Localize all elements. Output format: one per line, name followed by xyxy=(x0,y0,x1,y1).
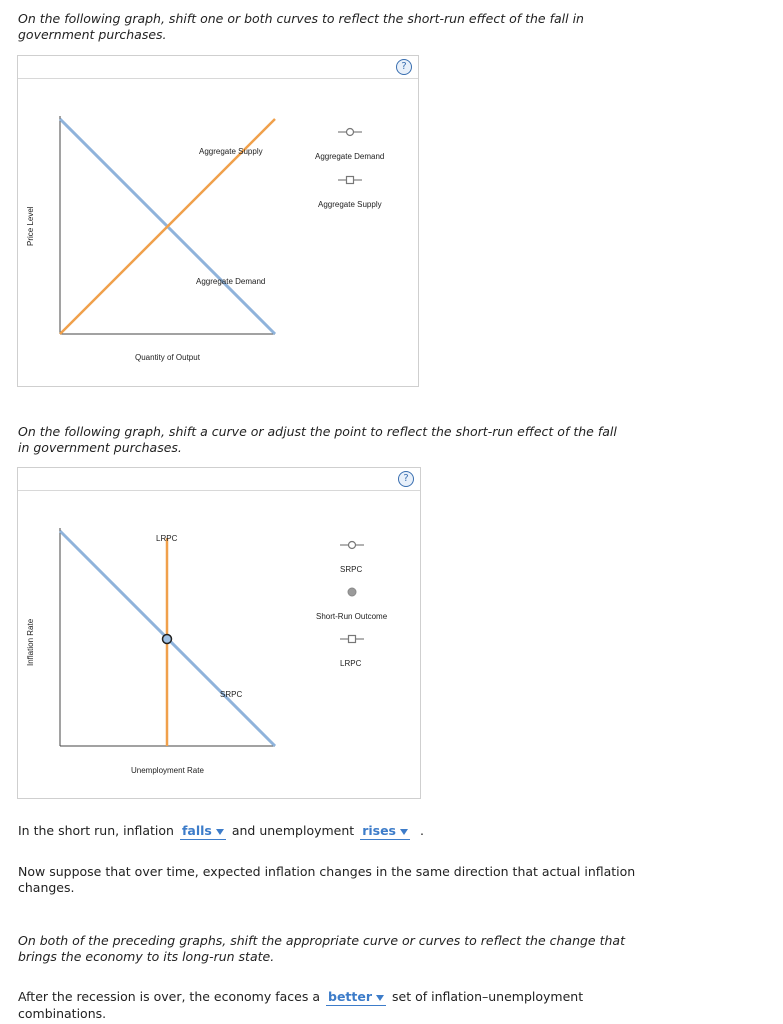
ad-as-graph[interactable] xyxy=(18,56,418,386)
chevron-down-icon xyxy=(400,829,408,835)
answer2-suffix: set of inflation–unemployment combinations. xyxy=(18,989,584,1021)
legend-demand-tool[interactable] xyxy=(338,129,362,136)
answer2-prefix: After the recession is over, the economy faces a xyxy=(18,989,321,1004)
legend-srpc-tool[interactable] xyxy=(340,542,364,549)
legend-outcome-label: Short-Run Outcome xyxy=(316,612,388,621)
y-axis-label: Price Level xyxy=(26,206,35,246)
srpc-label: SRPC xyxy=(220,690,243,699)
chevron-down-icon xyxy=(216,829,224,835)
unemployment-dropdown[interactable] xyxy=(360,823,410,840)
expected-inflation-text: Now suppose that over time, expected inflation changes in the same direction that actual inflation changes. xyxy=(18,864,636,895)
legend-srpc-label: SRPC xyxy=(340,565,363,574)
answer1-middle: and unemployment xyxy=(231,823,355,838)
q1-instruction: On the following graph, shift one or both curves to reflect the short-run effect of the fall in government purchases. xyxy=(18,11,584,42)
legend-outcome-tool[interactable] xyxy=(348,588,356,596)
chevron-down-icon xyxy=(376,995,384,1001)
x-axis-label-2: Unemployment Rate xyxy=(131,766,204,775)
answer1-prefix: In the short run, inflation xyxy=(18,823,174,838)
help-icon[interactable]: ? xyxy=(396,59,412,75)
aggregate-demand-label: Aggregate Demand xyxy=(196,277,266,286)
answer1-suffix: . xyxy=(419,823,424,838)
short-run-answer xyxy=(18,823,718,840)
combinations-dropdown[interactable] xyxy=(326,989,386,1006)
y-axis-label-2: Inflation Rate xyxy=(26,618,35,666)
help-icon-2[interactable]: ? xyxy=(398,471,414,487)
ad-as-graph-panel xyxy=(17,55,419,387)
q2-instruction: On the following graph, shift a curve or adjust the point to reflect the short-run effect of the fall in government purchases. xyxy=(18,424,617,455)
legend-lrpc-label: LRPC xyxy=(340,659,362,668)
aggregate-supply-label: Aggregate Supply xyxy=(199,147,263,156)
legend-supply-label: Aggregate Supply xyxy=(318,200,382,209)
q3-instruction: On both of the preceding graphs, shift the appropriate curve or curves to reflect the change that brings the economy to its long-run state. xyxy=(18,933,625,964)
long-run-answer xyxy=(18,989,618,1022)
combinations-dropdown-value: better xyxy=(328,989,373,1004)
x-axis-label: Quantity of Output xyxy=(135,353,200,362)
lrpc-label: LRPC xyxy=(156,534,178,543)
short-run-outcome-point[interactable] xyxy=(163,635,172,644)
legend-demand-label: Aggregate Demand xyxy=(315,152,385,161)
legend-lrpc-tool[interactable] xyxy=(340,636,364,643)
inflation-dropdown[interactable] xyxy=(180,823,226,840)
unemployment-dropdown-value: rises xyxy=(362,823,396,838)
phillips-graph-panel xyxy=(17,467,421,799)
inflation-dropdown-value: falls xyxy=(181,823,212,838)
phillips-graph[interactable] xyxy=(18,468,420,798)
legend-supply-tool[interactable] xyxy=(338,177,362,184)
